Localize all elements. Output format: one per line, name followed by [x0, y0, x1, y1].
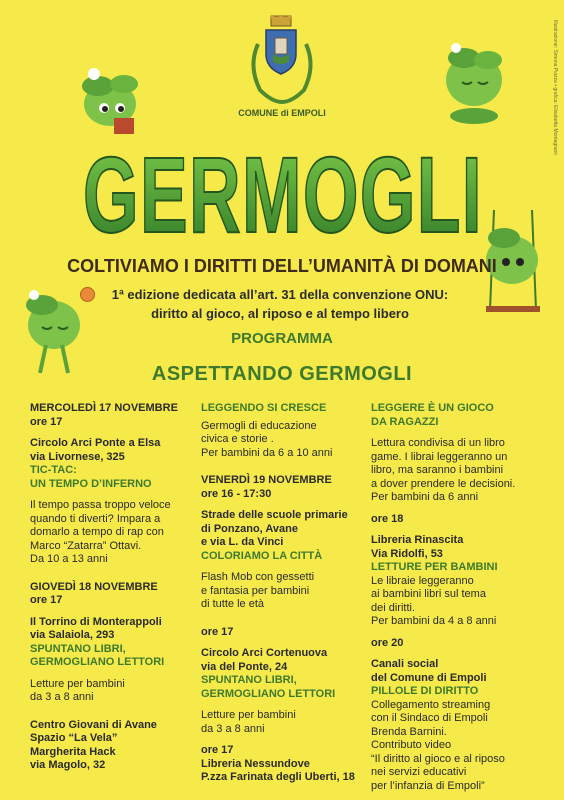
event-desc-line: Germogli di educazione	[201, 419, 317, 432]
event-time: ore 17	[30, 415, 63, 428]
event-desc-line: Letture per bambini	[30, 677, 125, 690]
event-time: ore 17	[201, 744, 234, 756]
event-place: Spazio “La Vela”	[30, 732, 118, 744]
event-address: via Salaiola, 293	[30, 629, 115, 641]
event-desc-line: Marco “Zatarra” Ottavi.	[30, 539, 142, 552]
program-column-1	[30, 402, 200, 773]
event-time: ore 17	[30, 594, 63, 606]
subtitle: COLTIVIAMO I DIRITTI DELL’UMANITÀ DI DOMANI	[67, 256, 497, 276]
edition-line-2: diritto al gioco, al riposo e al tempo libero	[151, 306, 409, 321]
event-time: ore 17	[201, 625, 234, 638]
event-title: TIC-TAC:	[30, 464, 77, 476]
event-title: SPUNTANO LIBRI,	[30, 642, 126, 655]
event-desc-line: nei servizi educativi	[371, 766, 467, 778]
event-title: SPUNTANO LIBRI,	[201, 674, 297, 686]
event-desc-line: Per bambini da 6 anni	[371, 491, 479, 503]
event-desc-line: game. I librai leggeranno un	[371, 450, 508, 463]
event-desc-line: Contributo video	[371, 739, 452, 751]
programma-heading: PROGRAMMA	[231, 330, 333, 347]
event-title: COLORIAMO LA CITTÀ	[201, 549, 323, 562]
event-desc-line: da 3 a 8 anni	[30, 691, 94, 703]
event-desc-line: di tutte le età	[201, 598, 264, 610]
event-place: Libreria Nessundove	[201, 757, 310, 770]
event-place: Circolo Arci Cortenuova	[201, 647, 328, 659]
event-desc-line: Le libraie leggeranno	[371, 574, 474, 587]
event-title: GERMOGLIANO LETTORI	[201, 687, 336, 700]
event-time: ore 20	[371, 636, 404, 649]
event-place: Libreria Rinascita	[371, 534, 464, 546]
event-address: via Livornese, 325	[30, 450, 125, 463]
event-desc-line: per l’infanzia di Empoli”	[371, 779, 485, 792]
event-desc-line: e fantasia per bambini	[201, 584, 310, 597]
event-place: Centro Giovani di Avane	[30, 718, 157, 731]
event-desc-line: a dover prendere le decisioni.	[371, 477, 516, 490]
aspettando-heading: ASPETTANDO GERMOGLI	[151, 363, 413, 385]
event-address: Via Ridolfi, 53	[371, 547, 443, 560]
event-desc-line: Collegamento streaming	[371, 698, 491, 711]
main-title	[78, 132, 488, 252]
event-desc-line: da 3 a 8 anni	[201, 722, 265, 735]
program-column-3	[371, 402, 551, 793]
event-place: Strade delle scuole primarie	[201, 509, 348, 521]
event-desc-line: con il Sindaco di Empoli	[371, 712, 488, 724]
event-title: LEGGENDO SI CRESCE	[201, 402, 327, 414]
event-day: MERCOLEDÌ 17 NOVEMBRE	[30, 402, 178, 414]
edition-line-1: 1ª edizione dedicata all’art. 31 della convenzione ONU:	[111, 287, 449, 302]
event-desc-line: ai bambini libri sul tema	[371, 588, 486, 600]
event-desc-line: Per bambini da 6 a 10 anni	[201, 446, 333, 459]
event-desc-line: Flash Mob con gessetti	[201, 571, 315, 583]
event-desc-line: Il tempo passa troppo veloce	[30, 499, 171, 511]
event-day: GIOVEDÌ 18 NOVEMBRE	[30, 580, 158, 593]
event-place: Il Torrino di Monterappoli	[30, 615, 162, 628]
event-desc-line: Brenda Barnini.	[371, 725, 447, 738]
event-title: PILLOLE DI DIRITTO	[371, 685, 479, 697]
event-desc-line: “Il diritto al gioco e al riposo	[371, 752, 505, 765]
event-place: e via L. da Vinci	[201, 536, 284, 548]
laurel-wreath-icon	[244, 36, 320, 106]
event-title: LEGGERE È UN GIOCO	[371, 402, 494, 414]
event-place: Canali social	[371, 658, 439, 670]
event-title: LETTURE PER BAMBINI	[371, 561, 498, 573]
event-desc-line: Da 10 a 13 anni	[30, 553, 108, 565]
comune-label: COMUNE di EMPOLI	[238, 108, 326, 118]
program-column-2	[201, 402, 369, 785]
event-day: VENERDÌ 19 NOVEMBRE	[201, 474, 332, 486]
event-place: del Comune di Empoli	[371, 671, 487, 684]
event-place: di Ponzano, Avane	[201, 522, 298, 535]
event-desc-line: civica e storie .	[201, 433, 274, 445]
event-title: UN TEMPO D’INFERNO	[30, 477, 152, 490]
event-time: ore 18	[371, 512, 404, 525]
event-desc-line: dei diritti.	[371, 601, 416, 614]
event-desc-line: Lettura condivisa di un libro	[371, 437, 505, 449]
event-desc-line: domarlo a tempo di rap con	[30, 526, 164, 538]
event-desc-line: libro, ma saranno i bambini	[371, 464, 504, 476]
event-address: via del Ponte, 24	[201, 660, 288, 673]
event-title: DA RAGAZZI	[371, 415, 439, 428]
event-desc-line: Per bambini da 4 a 8 anni	[371, 615, 497, 627]
edition-text	[90, 285, 470, 323]
event-address: P.zza Farinata degli Uberti, 18	[201, 771, 355, 783]
illustration-credit: Illustrazione: Simona Piazza • grafica: Elisabetta Montagnani	[552, 20, 558, 155]
event-desc-line: Letture per bambini	[201, 709, 296, 721]
event-time: ore 16 - 17:30	[201, 487, 272, 500]
event-address: via Magolo, 32	[30, 759, 106, 771]
event-place: Circolo Arci Ponte a Elsa	[30, 437, 161, 449]
event-desc-line: quando ti diverti? Impara a	[30, 512, 161, 525]
event-place: Margherita Hack	[30, 745, 116, 758]
event-title: GERMOGLIANO LETTORI	[30, 656, 165, 668]
sprout-character-meditating-icon	[440, 40, 510, 130]
title-text: GERMOGLI	[83, 134, 483, 252]
